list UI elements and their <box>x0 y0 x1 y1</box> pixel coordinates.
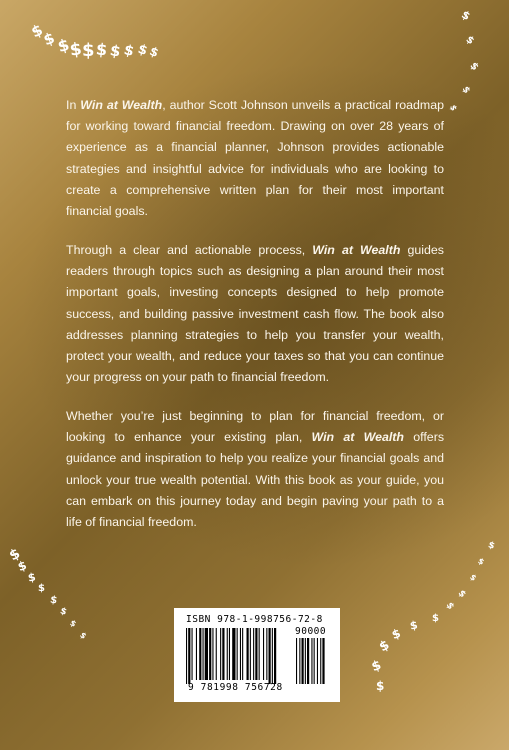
addon-bar <box>317 638 318 684</box>
dollar-sign-icon: $ <box>459 7 473 24</box>
barcode-bar <box>269 628 271 684</box>
barcode-bar <box>216 628 217 680</box>
addon-bar <box>320 638 321 684</box>
barcode-bar <box>272 628 273 684</box>
barcode-bar <box>229 628 230 680</box>
dollar-sign-icon: $ <box>432 613 439 624</box>
description-paragraph-2 <box>66 240 444 388</box>
barcode-bar <box>222 628 224 680</box>
book-title-italic: Win at Wealth <box>80 98 163 112</box>
dollar-sign-icon: $ <box>82 40 95 61</box>
barcode-bar <box>196 628 197 680</box>
barcode-bar <box>186 628 187 684</box>
paragraph-text: Whether you’re just beginning to plan for financial freedom, or looking to enhance your existing plan, <box>66 409 444 445</box>
dollar-sign-icon: $ <box>49 594 58 607</box>
dollar-sign-icon: $ <box>443 601 456 612</box>
dollar-sign-icon: $ <box>455 588 468 600</box>
barcode-bar <box>192 628 193 680</box>
dollar-sign-icon: $ <box>476 556 486 567</box>
barcode-bar <box>263 628 264 680</box>
addon-bar <box>311 638 312 684</box>
barcode-bar <box>255 628 257 680</box>
dollar-sign-icon: $ <box>68 39 84 61</box>
isbn-label: ISBN 978-1-998756-72-8 <box>186 614 323 625</box>
book-title-italic: Win at Wealth <box>311 430 405 445</box>
dollar-sign-icon: $ <box>26 570 37 585</box>
dollar-sign-icon: $ <box>369 657 384 676</box>
dollar-sign-icon: $ <box>135 41 150 60</box>
paragraph-text: offers guidance and inspiration to help you realize your financial goals and unlock your true wealth potential. With this book as your guide, you can embark on this journey today and begin paving your path to a life of financial freedom. <box>66 430 445 530</box>
dollar-sign-icon: $ <box>486 540 496 552</box>
addon-bar <box>299 638 300 684</box>
barcode-bar <box>212 628 213 680</box>
paragraph-text: , author Scott Johnson unveils a practical roadmap for working toward financial freedom. Drawing on over 28 years of experience as a financial planner, Johnson provides actionable strategies and insightful advice for individuals who are looking to create a comprehensive written plan for their most important financial goals. <box>66 98 445 219</box>
addon-bar <box>314 638 315 684</box>
dollar-sign-icon: $ <box>463 34 477 48</box>
dollar-sign-icon: $ <box>108 41 123 61</box>
barcode-bar <box>199 628 201 680</box>
dollar-sign-icon: $ <box>122 42 136 60</box>
barcode-bar <box>247 628 249 680</box>
isbn-barcode <box>174 608 340 702</box>
paragraph-text: guides readers through topics such as designing a plan around their most important goals, investing concepts designed to help promote success, and building passive investment cash flow. The book also addresses planning strategies to help you transfer your wealth, protect your wealth, and reduce your taxes so that you can continue your progress on your path to financial freedom. <box>66 243 444 385</box>
paragraph-text: In <box>66 98 81 112</box>
barcode-bar <box>240 628 241 680</box>
price-addon-code: 90000 <box>295 626 327 637</box>
barcode-bar <box>242 628 243 680</box>
dollar-sign-icon: $ <box>468 572 479 583</box>
barcode-bar <box>205 628 208 680</box>
barcode-bar <box>250 628 251 680</box>
barcode-digits: 9 781998 756728 <box>188 682 283 693</box>
barcode-bar <box>253 628 254 680</box>
barcode-bar <box>227 628 228 680</box>
dollar-sign-icon: $ <box>467 60 481 73</box>
barcode-bar <box>266 628 267 680</box>
dollar-sign-icon: $ <box>41 28 58 50</box>
dollar-sign-icon: $ <box>68 618 78 629</box>
dollar-sign-icon: $ <box>38 583 45 594</box>
dollar-sign-icon: $ <box>95 39 109 60</box>
barcode-bar <box>232 628 235 680</box>
dollar-sign-icon: $ <box>15 557 29 575</box>
dollar-sign-icon: $ <box>448 103 459 112</box>
barcode-bar <box>274 628 276 684</box>
book-title-italic: Win at Wealth <box>312 243 401 257</box>
barcode-bar <box>259 628 260 680</box>
dollar-sign-icon: $ <box>58 606 68 618</box>
addon-bar <box>307 638 309 684</box>
dollar-sign-icon: $ <box>389 625 403 643</box>
barcode-bar <box>209 628 211 680</box>
barcode-bar <box>188 628 190 684</box>
description-paragraph-3 <box>66 406 444 533</box>
description-paragraph-1 <box>66 95 444 222</box>
dollar-sign-icon: $ <box>376 679 385 693</box>
dollar-sign-icon: $ <box>78 630 89 641</box>
dollar-sign-icon: $ <box>376 637 393 656</box>
addon-bar <box>296 638 297 684</box>
dollar-sign-icon: $ <box>55 34 72 57</box>
barcode-bar <box>220 628 221 680</box>
dollar-sign-icon: $ <box>6 545 24 565</box>
dollar-sign-icon: $ <box>408 618 419 633</box>
paragraph-text: Through a clear and actionable process, <box>66 243 313 257</box>
barcode-bar <box>237 628 238 680</box>
addon-bar <box>302 638 304 684</box>
addon-bar <box>322 638 324 684</box>
addon-bar <box>305 638 306 684</box>
dollar-sign-icon: $ <box>147 43 161 61</box>
dollar-sign-icon: $ <box>28 20 46 42</box>
barcode-bar <box>203 628 204 680</box>
dollar-sign-icon: $ <box>459 85 472 96</box>
